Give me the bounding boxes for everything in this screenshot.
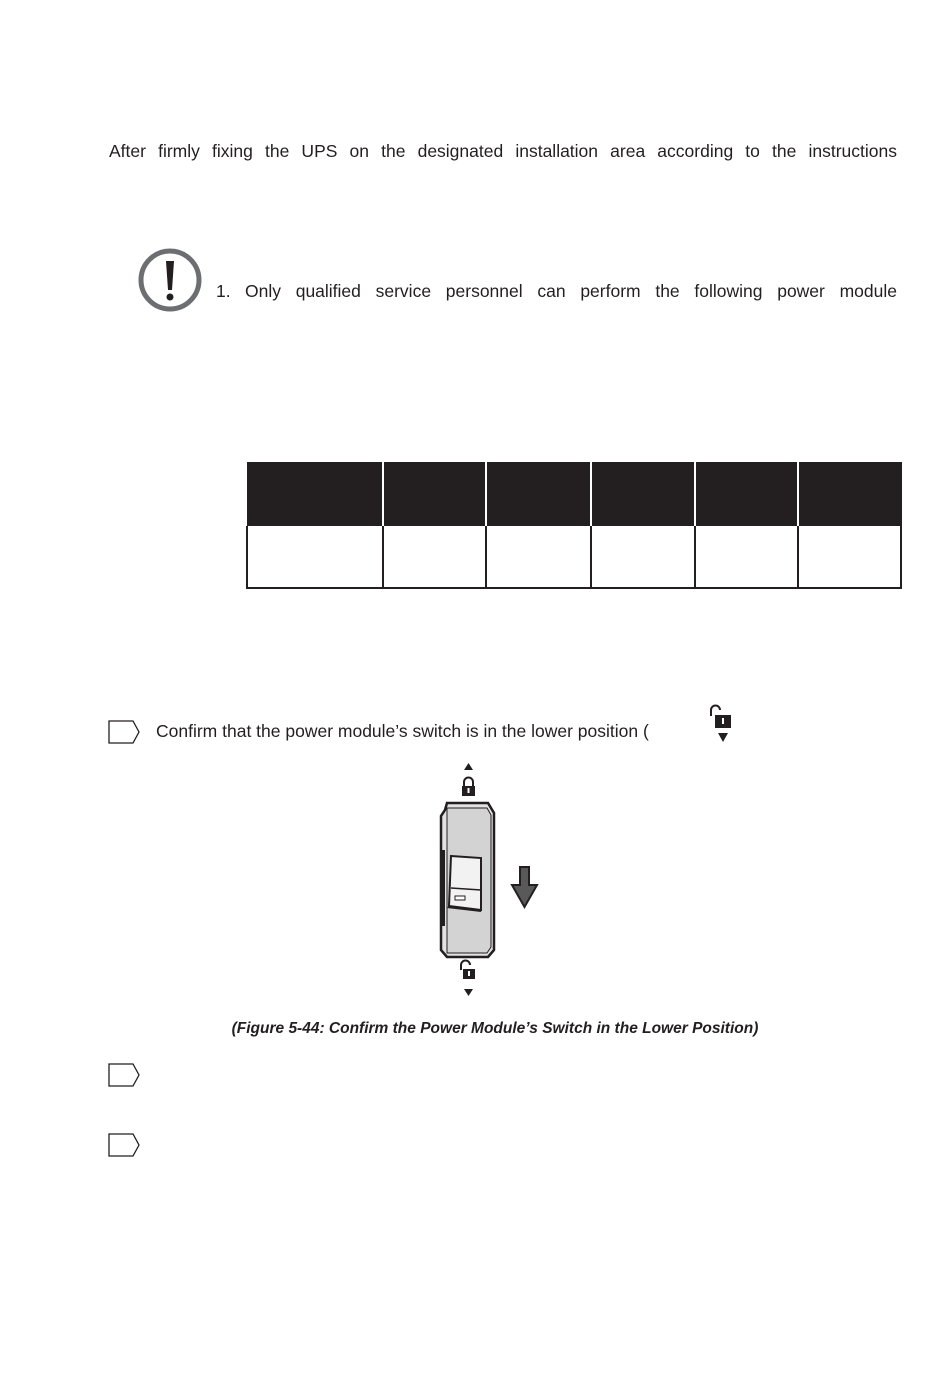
table-cell [695,526,798,588]
warning-note [216,280,897,302]
table-header-cell [486,462,591,526]
table-cell [591,526,695,588]
down-arrow-icon [512,867,537,907]
switch-figure [425,760,545,1005]
table-header-cell [798,462,901,526]
table-row [247,526,901,588]
warning-number: 1. [216,281,231,301]
warning-text: Only qualified service personnel can perform the following power module [245,281,897,301]
table-header-cell [247,462,383,526]
table-cell [383,526,486,588]
table-header-row [247,462,901,526]
spec-table [246,462,902,589]
lock-open-icon [706,702,736,744]
intro-paragraph: After firmly fixing the UPS on the designated installation area according to the instructions [109,141,897,161]
table-cell [798,526,901,588]
table-cell [486,526,591,588]
step-tag-icon [108,1133,140,1157]
table-header-cell [383,462,486,526]
table-header-cell [695,462,798,526]
step-text: Confirm that the power module’s switch is in the lower position ( [156,721,649,741]
step-tag-icon [108,1063,140,1087]
exclamation-circle-icon [137,248,203,314]
step-tag-icon [108,720,140,744]
table-header-cell [591,462,695,526]
figure-caption: (Figure 5-44: Confirm the Power Module’s Switch in the Lower Position) [231,1020,759,1037]
table-cell [247,526,383,588]
lock-open-icon [461,961,475,997]
lock-closed-icon [462,763,475,796]
rocker-switch-icon [441,803,494,957]
